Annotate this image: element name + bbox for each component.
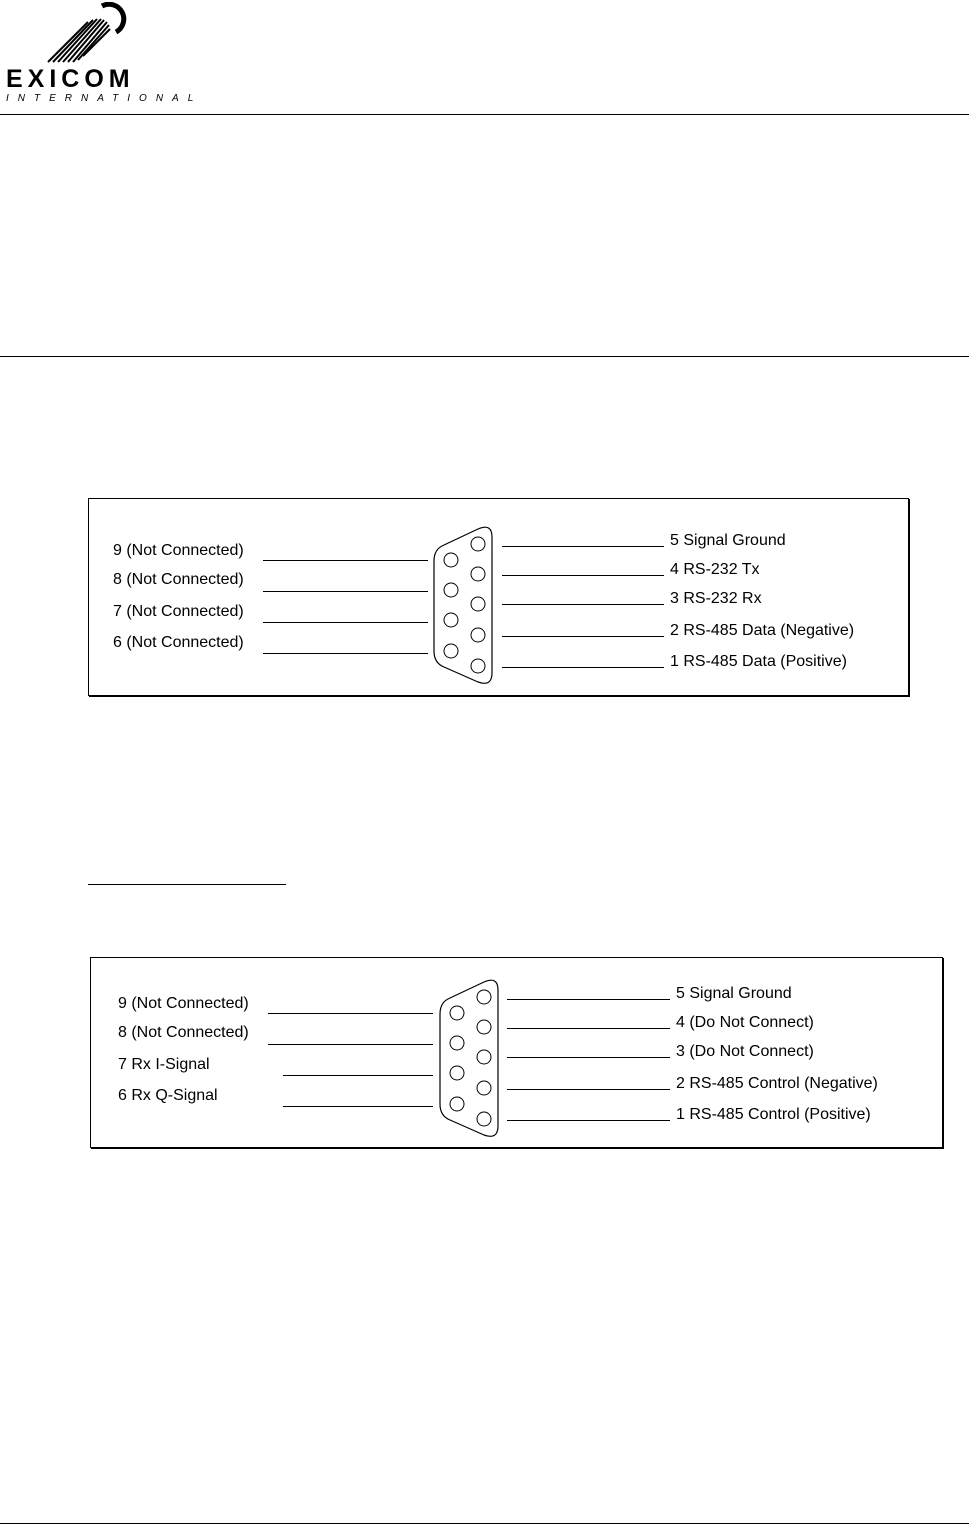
db9-connector-icon (436, 978, 502, 1140)
pin-label-right: 4 RS-232 Tx (670, 561, 760, 578)
pin-label-right: 5 Signal Ground (670, 532, 786, 549)
pin-lead-line (502, 636, 664, 637)
pin-lead-line (507, 999, 670, 1000)
pin-lead-line (507, 1057, 670, 1058)
pin-label-right: 2 RS-485 Data (Negative) (670, 622, 855, 639)
logo-emblem-icon (40, 2, 132, 64)
pin-lead-line (502, 546, 664, 547)
pin-label-right: 2 RS-485 Control (Negative) (676, 1075, 878, 1092)
pin-label-left: 9 (Not Connected) (113, 542, 244, 559)
pin-lead-line (507, 1089, 670, 1090)
pin-lead-line (502, 604, 664, 605)
pin-lead-line (268, 1013, 433, 1014)
section-divider (0, 356, 969, 357)
pin-label-left: 6 Rx Q-Signal (118, 1087, 218, 1104)
pin-label-right: 4 (Do Not Connect) (676, 1014, 814, 1031)
heading-underline (88, 884, 286, 885)
header-divider (0, 114, 969, 115)
pin-label-left: 6 (Not Connected) (113, 634, 244, 651)
pin-label-right: 1 RS-485 Control (Positive) (676, 1106, 871, 1123)
pin-label-left: 7 (Not Connected) (113, 603, 244, 620)
pin-label-right: 3 RS-232 Rx (670, 590, 762, 607)
footer-divider (0, 1523, 969, 1524)
pin-label-left: 9 (Not Connected) (118, 995, 249, 1012)
pin-lead-line (263, 591, 428, 592)
pin-lead-line (502, 667, 664, 668)
pin-lead-line (263, 622, 428, 623)
pin-lead-line (263, 653, 428, 654)
pin-label-right: 3 (Do Not Connect) (676, 1043, 814, 1060)
pin-label-left: 8 (Not Connected) (113, 571, 244, 588)
pin-lead-line (283, 1106, 433, 1107)
pin-lead-line (263, 560, 428, 561)
logo-subtitle: INTERNATIONAL (6, 93, 203, 104)
pin-label-left: 7 Rx I-Signal (118, 1056, 210, 1073)
pin-lead-line (502, 575, 664, 576)
pin-label-right: 5 Signal Ground (676, 985, 792, 1002)
pin-lead-line (507, 1028, 670, 1029)
pin-lead-line (268, 1044, 433, 1045)
pin-label-left: 8 (Not Connected) (118, 1024, 249, 1041)
pin-label-right: 1 RS-485 Data (Positive) (670, 653, 847, 670)
db9-connector-icon (430, 525, 496, 687)
pin-lead-line (507, 1120, 670, 1121)
logo-wordmark: EXICOM (6, 65, 135, 93)
pin-lead-line (283, 1075, 433, 1076)
